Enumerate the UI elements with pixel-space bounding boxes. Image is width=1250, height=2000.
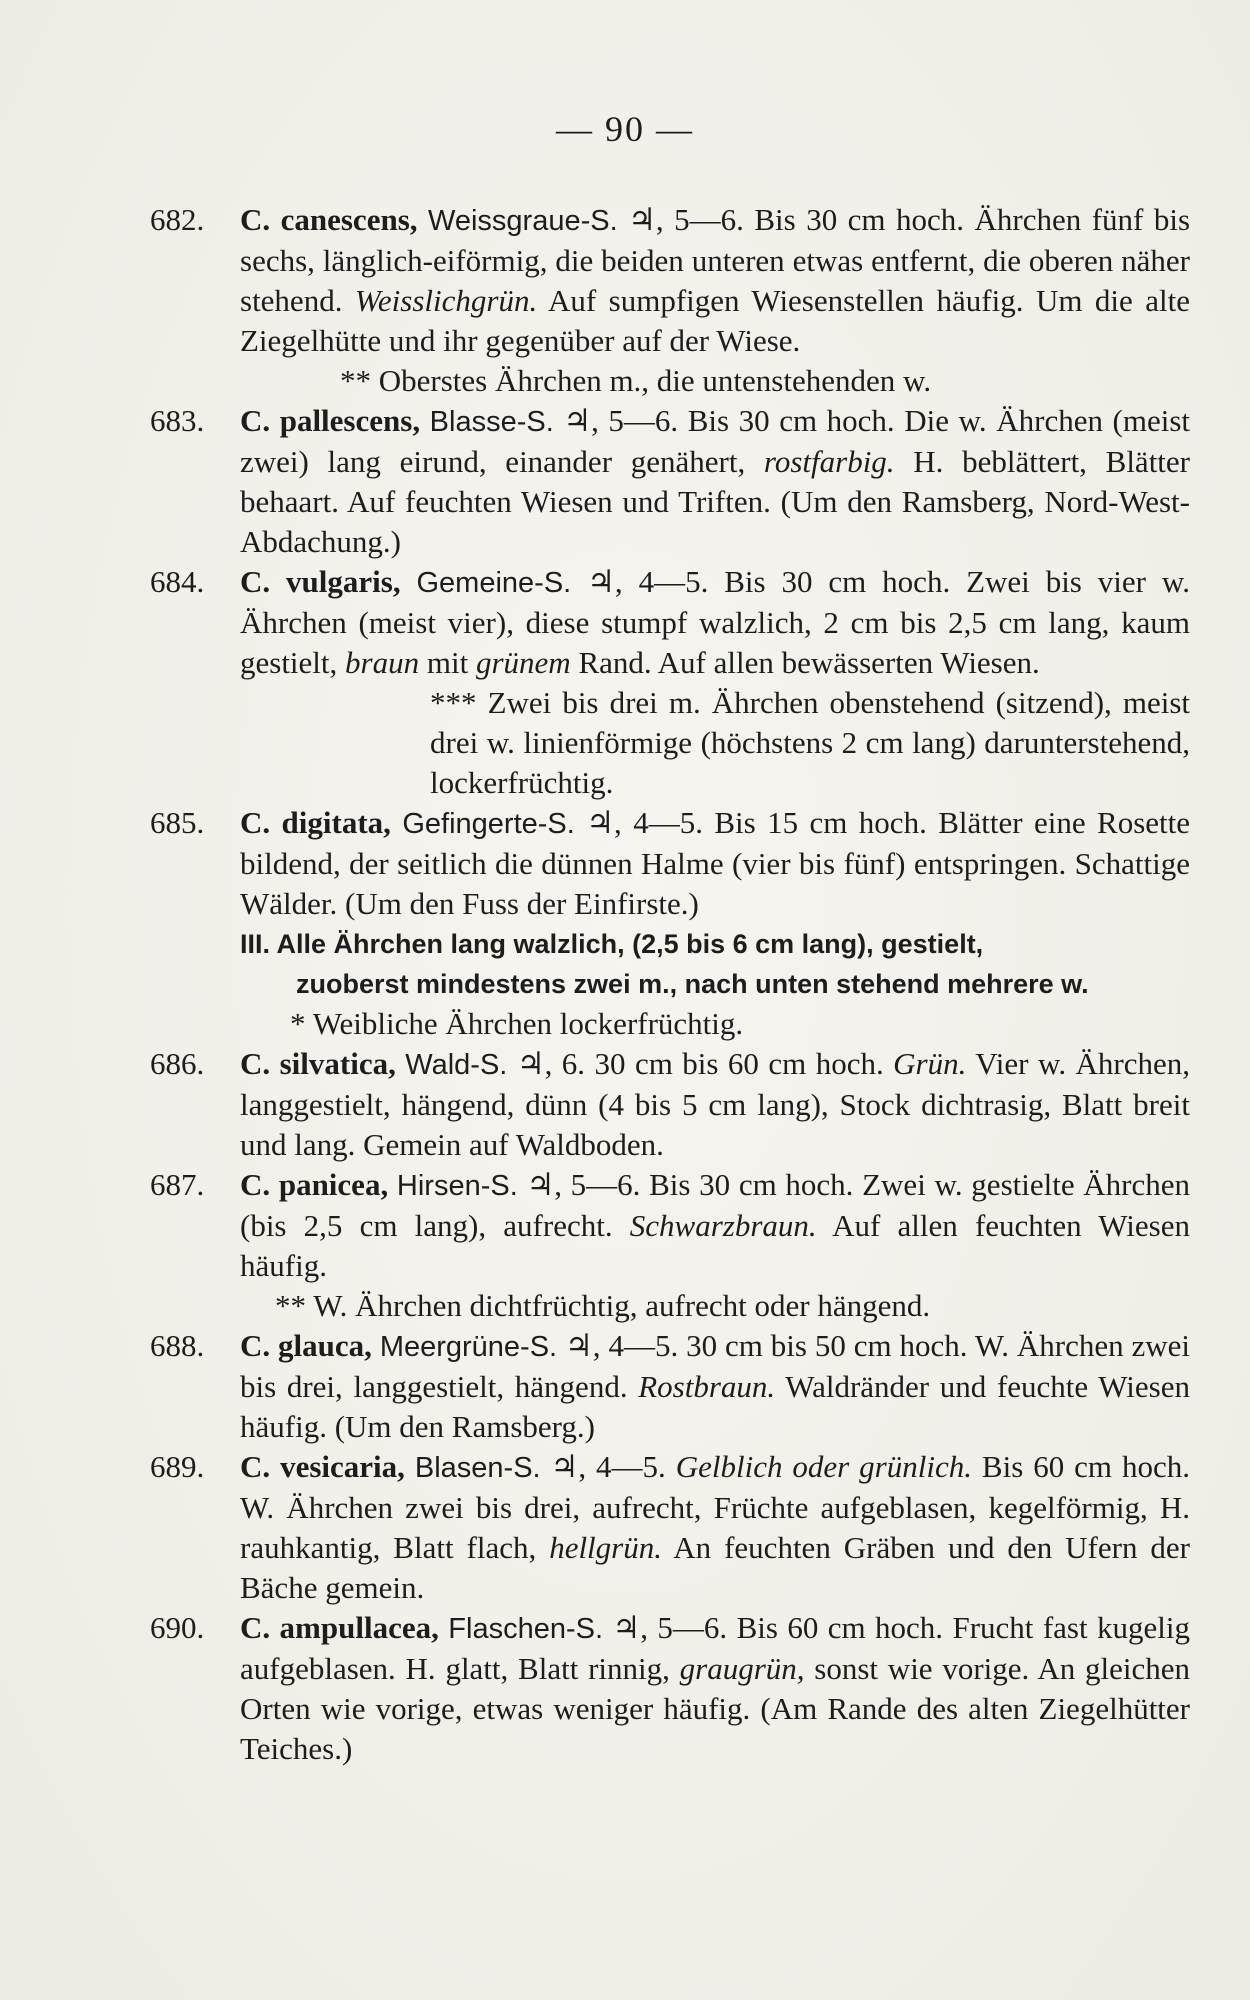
entry-683 (150, 401, 1190, 562)
entry-689 (150, 1447, 1190, 1608)
entry-number: 684. (150, 564, 205, 599)
entry-text: ♃, 4—5. Bis 15 cm hoch. Blätter eine Rosette bildend, der seitlich die dünnen Halme (vier bis fünf) entspringen. Schattige Wälder. (Um den Fuss der Einfirste.) (240, 805, 1191, 921)
entry-text-continued: Vier w. Ährchen, langgestielt, hängend, dünn (4 bis 5 cm lang), Stock dichtrasig, Blatt breit und lang. Gemein auf Waldboden. (240, 1046, 1191, 1162)
entry-number: 687. (150, 1167, 205, 1202)
species-name: C. glauca, (240, 1328, 372, 1363)
color-note: Weisslichgrün. (354, 283, 538, 318)
color-note: rostfarbig. (763, 444, 895, 479)
species-name: C. silvatica, (240, 1046, 396, 1081)
entry-686 (150, 1044, 1190, 1165)
entry-685 (150, 803, 1190, 924)
entry-text: ♃, 5—6. Bis 30 cm hoch. Ährchen fünf bis sechs, länglich-eiförmig, die beiden unteren etwas entfernt, die oberen näher stehend. (240, 202, 1191, 318)
species-name: C. digitata, (240, 805, 391, 840)
entry-text-end: Rand. Auf allen bewässerten Wiesen. (570, 645, 1040, 680)
entry-684 (150, 562, 1190, 683)
entry-text: ♃, 4—5. 30 cm bis 50 cm hoch. W. Ährchen zwei bis drei, langgestielt, hängend. (240, 1328, 1191, 1404)
color-note: Rostbraun. (638, 1369, 776, 1404)
entry-text-end: An feuchten Gräben und den Ufern der Bäche gemein. (240, 1530, 1190, 1605)
species-name: C. vulgaris, (240, 564, 401, 599)
common-name: Gefingerte-S. (402, 808, 575, 840)
entry-text: ♃, 5—6. Bis 30 cm hoch. Die w. Ährchen (meist zwei) lang eirund, einander genähert, (240, 403, 1191, 479)
color-note-2: grünem (475, 645, 571, 680)
entry-text: ♃, 5—6. Bis 30 cm hoch. Zwei w. gestielte Ährchen (bis 2,5 cm lang), aufrecht. (240, 1167, 1191, 1243)
group-heading-line2: zuoberst mindestens zwei m., nach unten stehend mehrere w. (296, 969, 1089, 999)
page-number: — 90 — (556, 109, 694, 149)
entry-text: ♃, 4—5. (540, 1449, 676, 1484)
species-name: C. pallescens, (240, 403, 421, 438)
entry-number: 688. (150, 1328, 205, 1363)
common-name: Meergrüne-S. (379, 1331, 558, 1363)
subgroup-heading: * Weibliche Ährchen lockerfrüchtig. (290, 1006, 744, 1041)
entry-text-continued: Waldränder und feuchte Wiesen häufig. (Um den Ramsberg.) (240, 1369, 1191, 1444)
color-note: braun (345, 645, 420, 680)
entry-text-continued: mit (419, 645, 476, 680)
subgroup-heading: ** W. Ährchen dichtfrüchtig, aufrecht oder hängend. (275, 1288, 931, 1323)
entry-682 (150, 200, 1190, 361)
entry-690 (150, 1608, 1190, 1769)
entry-text-continued: Auf sumpfigen Wiesenstellen häufig. Um die alte Ziegelhütte und ihr gegenüber auf der Wiese. (240, 283, 1190, 358)
entry-688 (150, 1326, 1190, 1447)
entry-text-continued: sonst wie vorige. An gleichen Orten wie vorige, etwas weniger häufig. (Am Rande des alten Ziegelhütter Teiches.) (240, 1651, 1190, 1766)
entry-number: 683. (150, 403, 205, 438)
common-name: Blasen-S. (414, 1452, 541, 1484)
common-name: Gemeine-S. (416, 567, 572, 599)
entry-text: ♃, 4—5. Bis 30 cm hoch. Zwei bis vier w. Ährchen (meist vier), diese stumpf walzlich, 2 cm bis 2,5 cm lang, kaum gestielt, (240, 564, 1191, 680)
color-note: Gelblich oder grünlich. (675, 1449, 972, 1484)
common-name: Weissgraue-S. (428, 205, 618, 237)
common-name: Wald-S. (405, 1049, 508, 1081)
group-heading-line1: III. Alle Ährchen lang walzlich, (2,5 bis 6 cm lang), gestielt, (240, 929, 984, 959)
color-note-2: hellgrün. (549, 1530, 662, 1565)
entry-number: 690. (150, 1610, 205, 1645)
color-note: Schwarzbraun. (629, 1208, 817, 1243)
species-name: C. ampullacea, (240, 1610, 439, 1645)
page-body (150, 200, 1190, 1769)
entry-number: 689. (150, 1449, 205, 1484)
entry-text: ♃, 5—6. Bis 60 cm hoch. Frucht fast kugelig aufgeblasen. H. glatt, Blatt rinnig, (240, 1610, 1190, 1686)
color-note: Grün. (893, 1046, 967, 1081)
species-name: C. panicea, (240, 1167, 389, 1202)
entry-687 (150, 1165, 1190, 1286)
entry-text: ♃, 6. 30 cm bis 60 cm hoch. (507, 1046, 894, 1081)
group-heading (150, 924, 1190, 1004)
species-name: C. vesicaria, (240, 1449, 405, 1484)
color-note: graugrün, (679, 1651, 805, 1686)
subgroup-heading: *** Zwei bis drei m. Ährchen obenstehend (sitzend), meist drei w. linienförmige (höchstens 2 cm lang) darunterstehend, lockerfrüchtig. (430, 685, 1190, 800)
subgroup-heading: ** Oberstes Ährchen m., die untenstehenden w. (340, 363, 932, 398)
common-name: Flaschen-S. (448, 1613, 604, 1645)
entry-number: 686. (150, 1046, 205, 1081)
entry-number: 682. (150, 202, 205, 237)
entry-number: 685. (150, 805, 205, 840)
entry-text-continued: Bis 60 cm hoch. W. Ährchen zwei bis drei, aufrecht, Früchte aufgeblasen, kegelförmig, H. rauhkantig, Blatt flach, (240, 1449, 1190, 1565)
entry-text-continued: Auf allen feuchten Wiesen häufig. (240, 1208, 1190, 1283)
species-name: C. canescens, (240, 202, 418, 237)
common-name: Blasse-S. (429, 406, 554, 438)
entry-text-continued: H. beblättert, Blätter behaart. Auf feuchten Wiesen und Triften. (Um den Ramsberg, Nord-West-Abdachung.) (240, 444, 1191, 559)
common-name: Hirsen-S. (396, 1170, 518, 1202)
